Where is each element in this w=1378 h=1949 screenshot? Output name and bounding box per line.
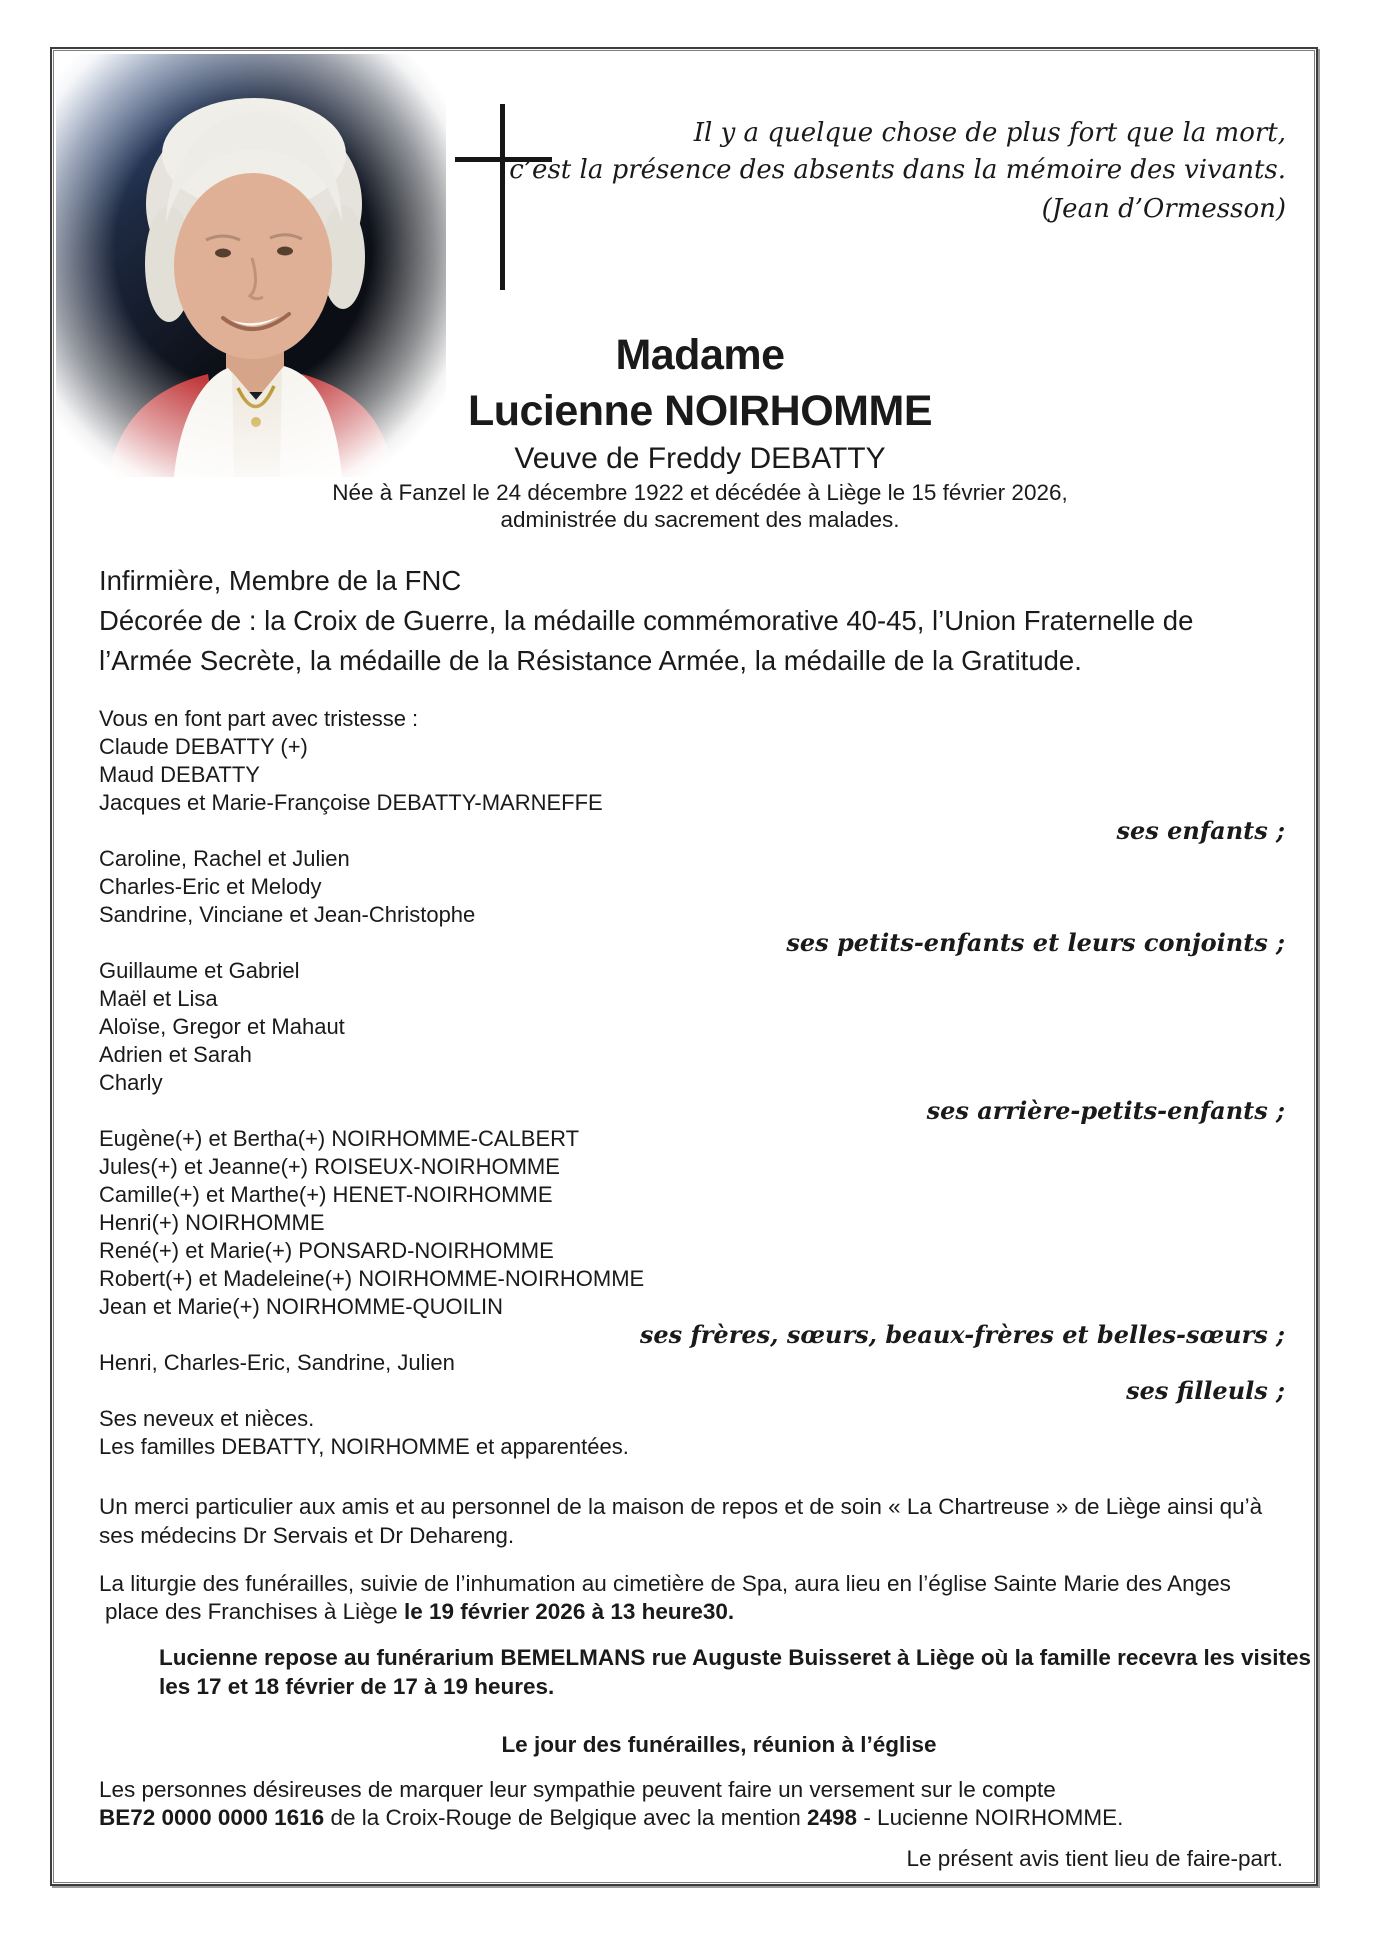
- family-list: [99, 705, 1285, 1461]
- donation-suffix-text: - Lucienne NOIRHOMME.: [857, 1805, 1124, 1830]
- faire-part-notice: Le présent avis tient lieu de faire-part.: [906, 1846, 1283, 1871]
- liturgy-section: [99, 1570, 1231, 1626]
- donation-line1: Les personnes désireuses de marquer leur sympathie peuvent faire un versement sur le compte: [99, 1777, 1056, 1802]
- decorations-paragraph: Décorée de : la Croix de Guerre, la médaille commémorative 40-45, l’Union Fraternelle de l’Armée Secrète, la médaille de la Résistance Armée, la médaille de la Gratitude.: [99, 605, 1194, 676]
- title-madame: Madame: [615, 331, 785, 379]
- family-name: Guillaume et Gabriel: [99, 958, 300, 983]
- liturgy-line2: [105, 1598, 1231, 1626]
- visits-line2: les 17 et 18 février de 17 à 19 heures.: [159, 1674, 555, 1699]
- family-name: Aloïse, Gregor et Mahaut: [99, 1014, 345, 1039]
- deceased-header: [52, 327, 1316, 533]
- family-name: Jules(+) et Jeanne(+) ROISEUX-NOIRHOMME: [99, 1154, 560, 1179]
- family-name: Charles-Eric et Melody: [99, 874, 322, 899]
- widow-subtitle: Veuve de Freddy DEBATTY: [514, 442, 886, 475]
- family-name: Maud DEBATTY: [99, 762, 260, 787]
- family-name: Charly: [99, 1070, 163, 1095]
- membership-line: Infirmière, Membre de la FNC: [99, 565, 462, 596]
- donation-section: [99, 1776, 1123, 1832]
- family-name: Maël et Lisa: [99, 986, 218, 1011]
- family-name: Jean et Marie(+) NOIRHOMME-QUOILIN: [99, 1294, 504, 1319]
- quote-line: Il y a quelque chose de plus fort que la mort,: [693, 118, 1286, 148]
- family-name: Claude DEBATTY (+): [99, 734, 308, 759]
- liturgy-datetime: le 19 février 2026 à 13 heure30.: [403, 1599, 735, 1624]
- donation-middle-text: de la Croix-Rouge de Belgique avec la mention: [324, 1805, 807, 1830]
- family-name: Caroline, Rachel et Julien: [99, 846, 350, 871]
- family-name: Adrien et Sarah: [99, 1042, 252, 1067]
- visits-section: [159, 1643, 1311, 1701]
- family-name: Camille(+) et Marthe(+) HENET-NOIRHOMME: [99, 1182, 553, 1207]
- church-meeting-line: Le jour des funérailles, réunion à l’église: [501, 1732, 937, 1757]
- family-name: Henri, Charles-Eric, Sandrine, Julien: [99, 1350, 455, 1375]
- visits-line1: Lucienne repose au funérarium BEMELMANS rue Auguste Buisseret à Liège où la famille recevra les visites: [159, 1645, 1312, 1670]
- family-name: Jacques et Marie-Françoise DEBATTY-MARNEFFE: [99, 790, 603, 815]
- relation-label-siblings: ses frères, sœurs, beaux-frères et belles-sœurs ;: [639, 1320, 1285, 1349]
- relation-label-great-grandchildren: ses arrière-petits-enfants ;: [926, 1096, 1285, 1125]
- relation-label-godchildren: ses filleuls ;: [1126, 1376, 1285, 1405]
- family-name: René(+) et Marie(+) PONSARD-NOIRHOMME: [99, 1238, 554, 1263]
- sacrament-line: administrée du sacrement des malades.: [500, 507, 900, 532]
- honors-section: [99, 561, 1254, 681]
- memorial-quote: [509, 115, 1286, 229]
- birth-death-line: Née à Fanzel le 24 décembre 1922 et décédée à Liège le 15 février 2026,: [332, 480, 1068, 505]
- donation-line2: [99, 1804, 1123, 1832]
- liturgy-place: place des Franchises à Liège: [105, 1599, 404, 1624]
- quote-line: c’est la présence des absents dans la mémoire des vivants.: [509, 155, 1286, 185]
- family-name: Robert(+) et Madeleine(+) NOIRHOMME-NOIRHOMME: [99, 1266, 645, 1291]
- cross-vertical-bar: [500, 104, 505, 290]
- family-closing-line: Les familles DEBATTY, NOIRHOMME et apparentées.: [99, 1434, 629, 1459]
- relation-label-grandchildren: ses petits-enfants et leurs conjoints ;: [786, 928, 1285, 957]
- family-name: Henri(+) NOIRHOMME: [99, 1210, 325, 1235]
- family-closing-line: Ses neveux et nièces.: [99, 1406, 315, 1431]
- family-name: Sandrine, Vinciane et Jean-Christophe: [99, 902, 476, 927]
- family-name: Eugène(+) et Bertha(+) NOIRHOMME-CALBERT: [99, 1126, 580, 1151]
- quote-attribution: (Jean d’Ormesson): [1041, 194, 1286, 224]
- donation-mention-number: 2498: [807, 1805, 858, 1830]
- announcement-sheet: [50, 47, 1318, 1886]
- bank-account-number: BE72 0000 0000 1616: [99, 1805, 325, 1830]
- liturgy-line1: La liturgie des funérailles, suivie de l’inhumation au cimetière de Spa, aura lieu en l’église Sainte Marie des Anges: [99, 1571, 1231, 1596]
- relation-label-children: ses enfants ;: [1116, 816, 1285, 845]
- family-intro: Vous en font part avec tristesse :: [99, 706, 419, 731]
- thanks-paragraph: Un merci particulier aux amis et au personnel de la maison de repos et de soin « La Chartreuse » de Liège ainsi qu’à ses médecins Dr Servais et Dr Dehareng.: [99, 1494, 1263, 1548]
- deceased-name: Lucienne NOIRHOMME: [467, 387, 933, 435]
